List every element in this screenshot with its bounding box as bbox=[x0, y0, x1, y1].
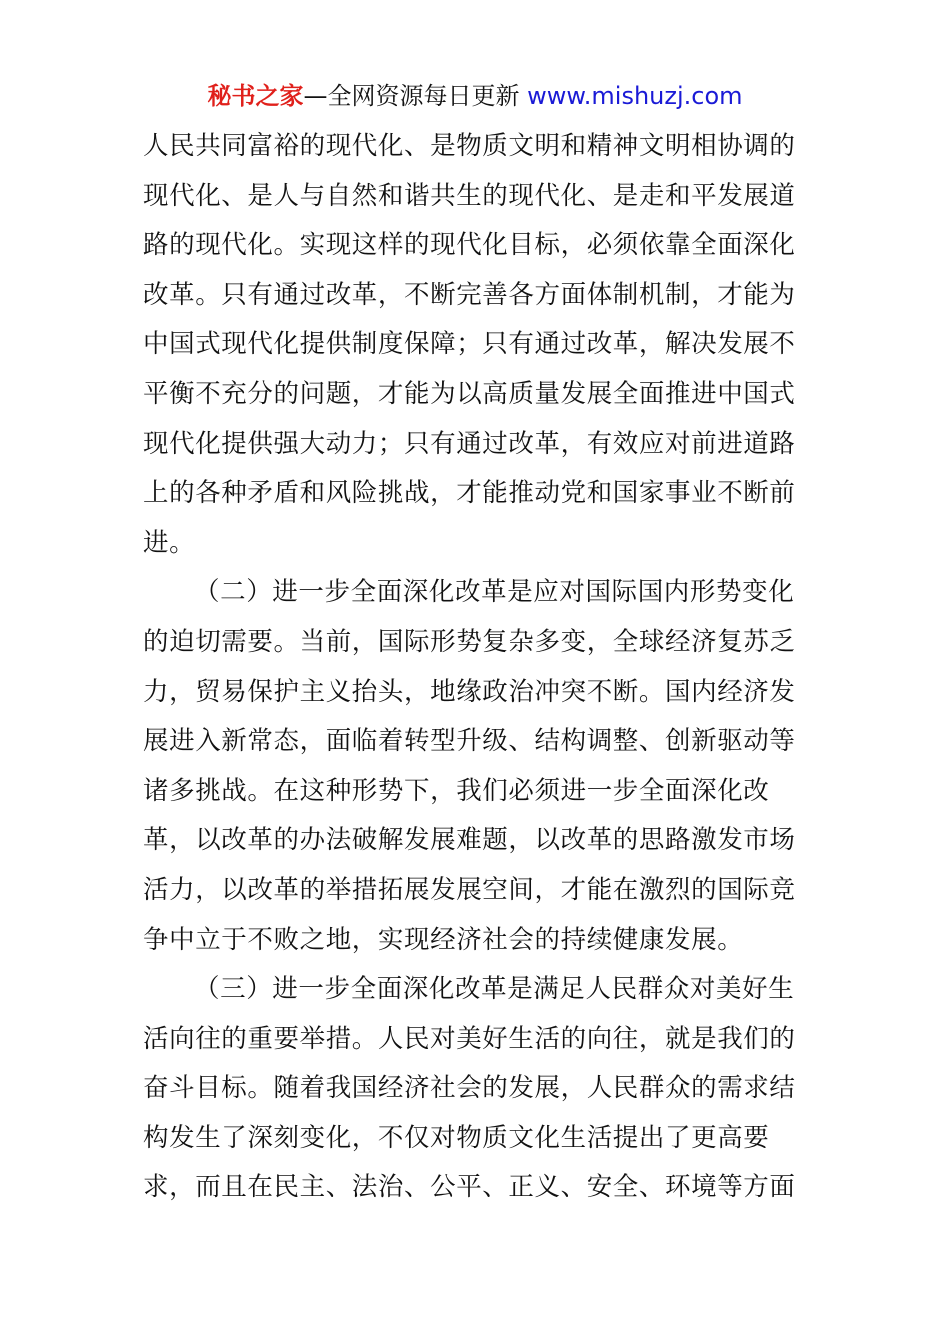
site-url-link[interactable]: www.mishuzj.com bbox=[527, 82, 743, 110]
text-line: 求，而且在民主、法治、公平、正义、安全、环境等方面 bbox=[143, 1172, 796, 1203]
text-line: 革，以改革的办法破解发展难题，以改革的思路激发市场 bbox=[143, 825, 796, 856]
text-line: 奋斗目标。随着我国经济社会的发展，人民群众的需求结 bbox=[143, 1073, 796, 1104]
header-tagline: —全网资源每日更新 bbox=[303, 82, 520, 110]
text-line: 争中立于不败之地，实现经济社会的持续健康发展。 bbox=[143, 924, 744, 955]
text-line: 改革。只有通过改革，不断完善各方面体制机制，才能为 bbox=[143, 279, 796, 310]
text-line: 现代化、是人与自然和谐共生的现代化、是走和平发展道 bbox=[143, 180, 796, 211]
text-line: 构发生了深刻变化，不仅对物质文化生活提出了更高要 bbox=[143, 1122, 770, 1153]
text-line: 力，贸易保护主义抬头，地缘政治冲突不断。国内经济发 bbox=[143, 676, 796, 707]
text-line: 上的各种矛盾和风险挑战，才能推动党和国家事业不断前 bbox=[143, 478, 796, 509]
paragraph-heading-2: （二）进一步全面深化改革是应对国际国内形势变化 bbox=[194, 577, 795, 608]
text-line: 平衡不充分的问题，才能为以高质量发展全面推进中国式 bbox=[143, 378, 796, 409]
text-line: 路的现代化。实现这样的现代化目标，必须依靠全面深化 bbox=[143, 230, 796, 261]
text-line: 的迫切需要。当前，国际形势复杂多变，全球经济复苏乏 bbox=[143, 626, 796, 657]
text-line: 诸多挑战。在这种形势下，我们必须进一步全面深化改 bbox=[143, 775, 770, 806]
text-line: 中国式现代化提供制度保障；只有通过改革，解决发展不 bbox=[143, 329, 796, 360]
text-line: 活向往的重要举措。人民对美好生活的向往，就是我们的 bbox=[143, 1023, 796, 1054]
text-line: 人民共同富裕的现代化、是物质文明和精神文明相协调的 bbox=[143, 131, 796, 161]
document-body bbox=[143, 122, 808, 1213]
text-line: 活力，以改革的举措拓展发展空间，才能在激烈的国际竞 bbox=[143, 874, 796, 905]
text-line: 现代化提供强大动力；只有通过改革，有效应对前进道路 bbox=[143, 428, 796, 459]
page-header bbox=[0, 78, 950, 114]
paragraph-heading-3: （三）进一步全面深化改革是满足人民群众对美好生 bbox=[194, 974, 795, 1005]
text-line: 展进入新常态，面临着转型升级、结构调整、创新驱动等 bbox=[143, 726, 796, 757]
text-line: 进。 bbox=[143, 527, 196, 558]
brand-name: 秘书之家 bbox=[207, 82, 304, 110]
